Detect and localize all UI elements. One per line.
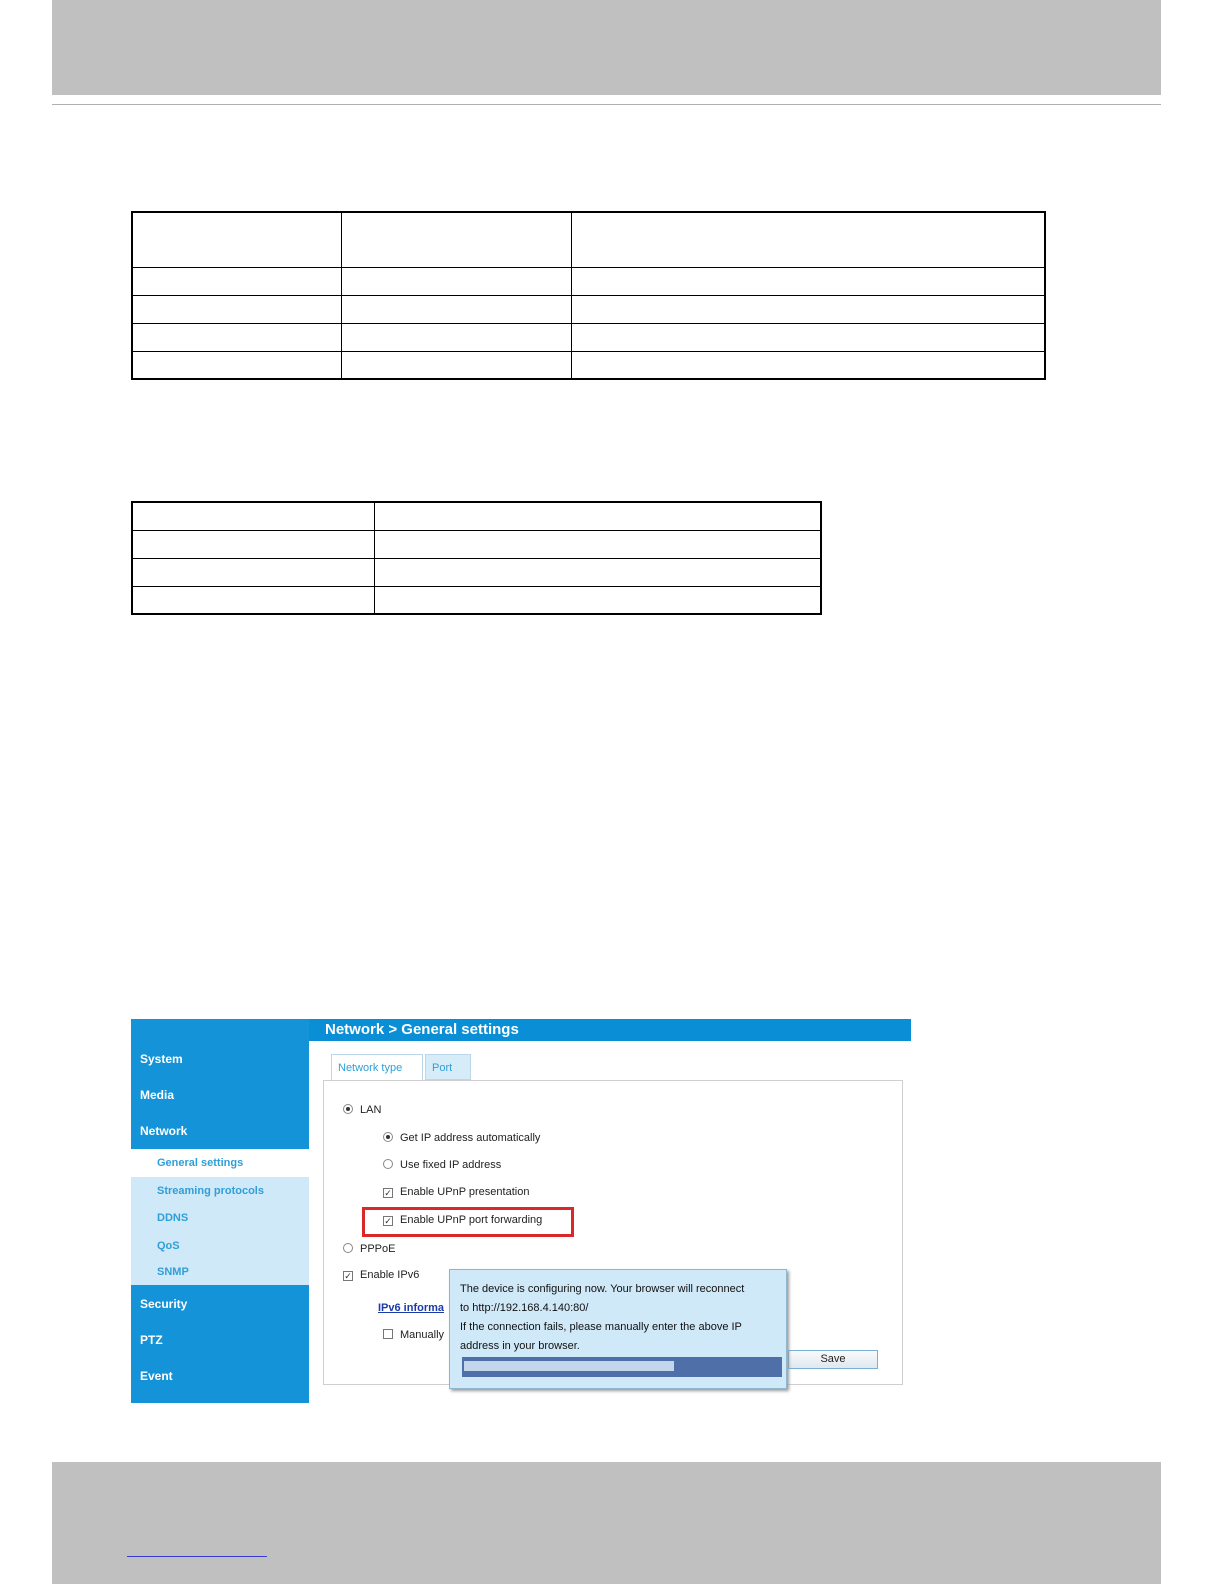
get-ip-auto-radio[interactable] xyxy=(383,1132,393,1142)
upnp-port-forwarding-label: Enable UPnP port forwarding xyxy=(400,1214,543,1226)
reconnect-dialog xyxy=(449,1269,787,1389)
table-row xyxy=(132,351,1045,379)
table-row xyxy=(132,502,821,530)
upnp-presentation-label: Enable UPnP presentation xyxy=(400,1186,530,1198)
upnp-port-forwarding-checkbox[interactable]: ✓ xyxy=(384,1216,392,1226)
tab-port[interactable]: Port xyxy=(425,1054,471,1080)
upnp-presentation-option[interactable] xyxy=(383,1186,529,1198)
table-row xyxy=(132,530,821,558)
sidebar xyxy=(131,1019,309,1403)
table-row xyxy=(132,323,1045,351)
lan-radio[interactable] xyxy=(343,1104,353,1114)
fixed-ip-radio[interactable] xyxy=(383,1159,393,1169)
sidebar-item-security[interactable]: Security xyxy=(140,1297,188,1311)
table-row xyxy=(132,267,1045,295)
table-row xyxy=(132,586,821,614)
table-row xyxy=(132,558,821,586)
sidebar-item-streaming-protocols[interactable]: Streaming protocols xyxy=(157,1185,264,1197)
page-footer-bar xyxy=(52,1462,1161,1584)
get-ip-auto-label: Get IP address automatically xyxy=(400,1132,541,1144)
sidebar-item-media[interactable]: Media xyxy=(140,1088,175,1102)
network-settings-screenshot xyxy=(131,1019,911,1403)
enable-ipv6-checkbox[interactable]: ✓ xyxy=(344,1271,352,1281)
footer-link-underline[interactable] xyxy=(127,1556,267,1557)
breadcrumb: Network > General settings xyxy=(325,1021,519,1038)
dialog-line-1: The device is configuring now. Your browser will reconnect xyxy=(460,1283,745,1295)
manually-option[interactable] xyxy=(383,1329,444,1341)
sidebar-item-event[interactable]: Event xyxy=(140,1369,173,1383)
lan-label: LAN xyxy=(360,1104,382,1116)
sidebar-item-system[interactable]: System xyxy=(140,1052,183,1066)
lan-option[interactable] xyxy=(343,1104,381,1116)
highlight-box xyxy=(362,1207,574,1237)
title-bar xyxy=(309,1019,911,1041)
sidebar-item-ptz[interactable]: PTZ xyxy=(140,1333,163,1347)
dialog-line-4: address in your browser. xyxy=(460,1340,580,1352)
manually-checkbox[interactable] xyxy=(383,1329,393,1339)
progress-fill xyxy=(464,1361,674,1371)
header-rule xyxy=(52,104,1161,105)
pppoe-radio[interactable] xyxy=(343,1243,353,1253)
page-header-bar xyxy=(52,0,1161,95)
sidebar-item-snmp[interactable]: SNMP xyxy=(157,1266,189,1278)
get-ip-auto-option[interactable] xyxy=(383,1132,540,1144)
sidebar-item-general-settings[interactable]: General settings xyxy=(157,1157,244,1169)
sidebar-item-qos[interactable]: QoS xyxy=(157,1240,180,1252)
upnp-presentation-checkbox[interactable]: ✓ xyxy=(384,1188,392,1198)
fixed-ip-option[interactable] xyxy=(383,1159,501,1171)
table-2 xyxy=(131,501,822,615)
sidebar-item-ddns[interactable]: DDNS xyxy=(157,1212,189,1224)
table-row xyxy=(132,295,1045,323)
table-row xyxy=(132,212,1045,267)
enable-ipv6-label: Enable IPv6 xyxy=(360,1269,420,1281)
enable-ipv6-option[interactable] xyxy=(343,1269,419,1281)
manually-label: Manually xyxy=(400,1329,445,1341)
save-button[interactable]: Save xyxy=(788,1350,878,1369)
pppoe-option[interactable] xyxy=(343,1243,395,1255)
network-submenu xyxy=(131,1149,309,1285)
pppoe-label: PPPoE xyxy=(360,1243,396,1255)
tab-network-type[interactable]: Network type xyxy=(331,1054,423,1080)
ipv6-information-link[interactable]: IPv6 informa xyxy=(378,1302,445,1314)
dialog-line-2: to http://192.168.4.140:80/ xyxy=(460,1302,589,1314)
sidebar-item-network[interactable]: Network xyxy=(140,1124,188,1138)
table-1 xyxy=(131,211,1046,380)
dialog-line-3: If the connection fails, please manually enter the above IP xyxy=(460,1321,742,1333)
progress-bar xyxy=(462,1357,782,1377)
fixed-ip-label: Use fixed IP address xyxy=(400,1159,502,1171)
